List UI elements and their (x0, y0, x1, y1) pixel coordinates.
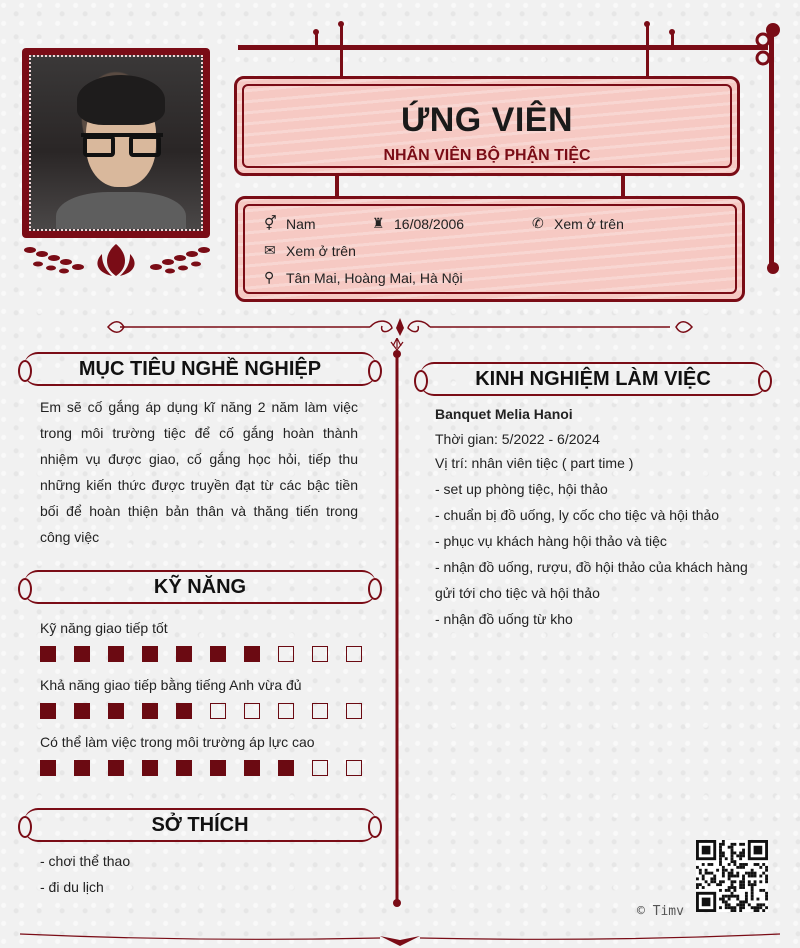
birthday-value: 16/08/2006 (394, 215, 465, 232)
rating-square-filled (244, 760, 260, 776)
rating-square-filled (176, 760, 192, 776)
rating-square-filled (74, 760, 90, 776)
objective-line: Em sẽ cố gắng áp dụng kĩ năng 2 năm làm việc (40, 399, 358, 415)
rating-square-filled (40, 646, 56, 662)
objective-line: bối để hoàn thiện bản thân và thăng tiến trong (40, 503, 358, 519)
rating-square-filled (108, 646, 124, 662)
phone-icon: ✆ (532, 215, 544, 231)
candidate-position: NHÂN VIÊN BỘ PHẬN TIỆC (383, 147, 591, 164)
objective-text (40, 394, 358, 550)
rating-square-filled (142, 760, 158, 776)
skill-rating (40, 760, 362, 776)
birthday-row (372, 215, 464, 232)
duty-item: gửi tới cho tiệc và hội thảo (435, 584, 600, 601)
experience-time: Thời gian: 5/2022 - 6/2024 (435, 430, 600, 447)
mail-icon: ✉ (264, 242, 276, 258)
phone-value: Xem ở trên (554, 215, 624, 232)
rating-square-filled (210, 646, 226, 662)
rating-square-filled (278, 760, 294, 776)
duty-item: - phục vụ khách hàng hội thảo và tiệc (435, 532, 667, 549)
copyright: © Timv (637, 904, 684, 919)
rating-square-empty (346, 646, 362, 662)
rating-square-filled (142, 703, 158, 719)
experience-heading: KINH NGHIỆM LÀM VIỆC (420, 362, 766, 396)
rating-square-filled (210, 760, 226, 776)
rating-square-empty (210, 703, 226, 719)
candidate-name: ỨNG VIÊN (400, 101, 573, 139)
hobby-item: - chơi thể thao (40, 853, 131, 869)
duty-item: - nhận đồ uống từ kho (435, 610, 573, 627)
hobbies-heading: SỞ THÍCH (24, 808, 376, 842)
rating-square-empty (312, 703, 328, 719)
objective-line: những kiến thức được truyền đạt từ các bậc tiền (40, 477, 358, 493)
rating-square-empty (346, 760, 362, 776)
skills-heading: KỸ NĂNG (24, 570, 376, 604)
rating-square-filled (74, 703, 90, 719)
objective-line: nhiệm vụ được giao, cố gắng học hỏi, tiếp thu (40, 451, 358, 467)
address-value: Tân Mai, Hoàng Mai, Hà Nội (286, 269, 463, 286)
hobbies-list (40, 848, 360, 900)
rating-square-filled (142, 646, 158, 662)
rating-square-filled (176, 646, 192, 662)
rating-square-filled (40, 703, 56, 719)
center-divider (385, 338, 409, 910)
rating-square-empty (312, 760, 328, 776)
objective-heading: MỤC TIÊU NGHỀ NGHIỆP (24, 352, 376, 386)
name-board (234, 76, 740, 176)
duty-item: - nhận đồ uống, rượu, đồ hội thảo của khách hàng (435, 558, 748, 575)
experience-role: Vị trí: nhân viên tiệc ( part time ) (435, 455, 634, 471)
bottom-flourish (0, 928, 800, 948)
rating-square-empty (278, 703, 294, 719)
contact-info-board (235, 196, 745, 302)
rating-square-filled (176, 703, 192, 719)
rating-square-filled (40, 760, 56, 776)
gender-icon: ⚥ (264, 215, 277, 231)
duty-item: - set up phòng tiệc, hội thảo (435, 480, 608, 497)
rating-square-filled (108, 760, 124, 776)
skill-rating (40, 646, 362, 662)
company-name: Banquet Melia Hanoi (435, 406, 573, 422)
skill-name: Khả năng giao tiếp bằng tiếng Anh vừa đủ (40, 677, 302, 693)
objective-line: trong môi trường tiệc để cố gắng hoàn thành (40, 425, 358, 441)
gender-value: Nam (286, 215, 316, 232)
email-value: Xem ở trên (286, 242, 356, 259)
avatar (29, 55, 203, 231)
rating-square-empty (346, 703, 362, 719)
hobby-item: - đi du lịch (40, 879, 104, 895)
rating-square-empty (244, 703, 260, 719)
gender-row (264, 215, 316, 232)
cake-icon: ♜ (372, 215, 385, 231)
address-row (264, 269, 463, 286)
avatar-frame (22, 48, 210, 238)
objective-line: công việc (40, 529, 100, 545)
phone-row (532, 215, 624, 232)
duty-item: - chuẩn bị đồ uống, ly cốc cho tiệc và hội thảo (435, 506, 720, 523)
rating-square-filled (108, 703, 124, 719)
location-pin-icon: ⚲ (264, 269, 275, 285)
skill-name: Có thể làm việc trong môi trường áp lực cao (40, 734, 315, 750)
email-row (264, 242, 356, 259)
rating-square-filled (74, 646, 90, 662)
skill-name: Kỹ năng giao tiếp tốt (40, 620, 168, 636)
rating-square-filled (244, 646, 260, 662)
skill-rating (40, 703, 362, 719)
qr-code (696, 840, 768, 912)
laurel-ornament (24, 240, 210, 280)
rating-square-empty (278, 646, 294, 662)
rating-square-empty (312, 646, 328, 662)
experience-entry (435, 402, 760, 632)
